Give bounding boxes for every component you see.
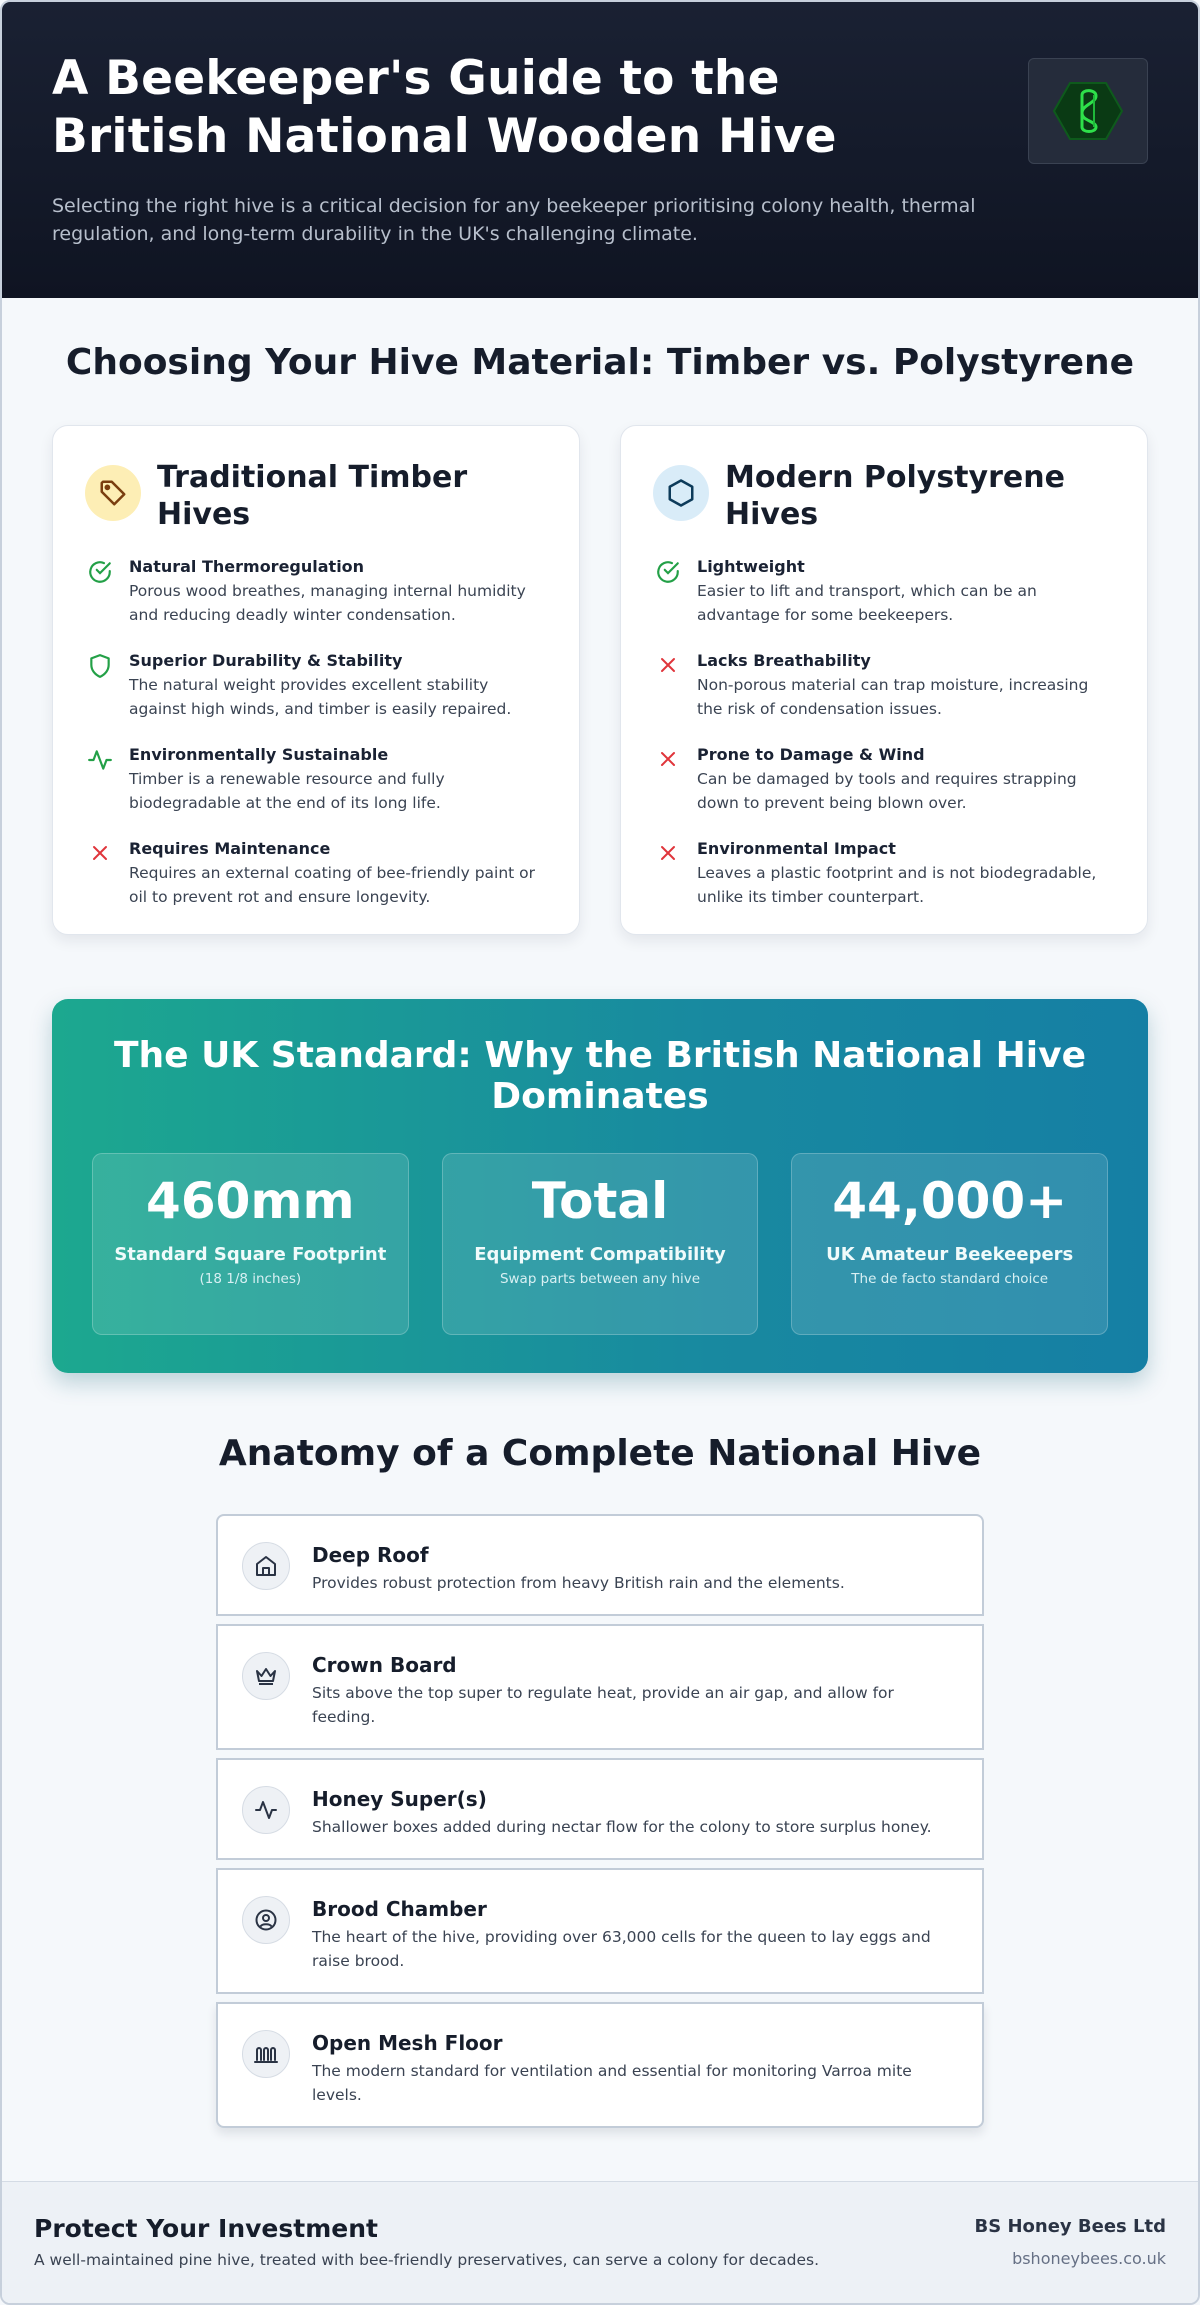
hive-layer-brood-chamber [216, 1868, 984, 1994]
list-item [85, 651, 547, 721]
anatomy-title: Anatomy of a Complete National Hive [218, 1433, 982, 1474]
layer-name: Brood Chamber [312, 1897, 487, 1921]
item-title: Requires Maintenance [129, 839, 331, 859]
item-text: Timber is a renewable resource and fully biodegradable at the end of its long life. [129, 770, 445, 813]
item-text: Leaves a plastic footprint and is not biodegradable, unlike its timber counterpart. [697, 864, 1097, 907]
layer-text: Provides robust protection from heavy British rain and the elements. [312, 1574, 845, 1592]
stat-sub: Swap parts between any hive [499, 1270, 701, 1287]
item-title: Environmental Impact [697, 839, 896, 859]
pulse-icon [85, 745, 115, 815]
stat-label: Equipment Compatibility [474, 1244, 726, 1266]
layer-name: Crown Board [312, 1653, 457, 1677]
user-circle-icon [242, 1896, 290, 1944]
mesh-floor-icon [242, 2030, 290, 2078]
x-icon [653, 651, 683, 721]
stat-label: Standard Square Footprint [114, 1244, 387, 1266]
list-item [85, 557, 547, 627]
list-item [653, 839, 1115, 909]
shield-check-icon [85, 651, 115, 721]
hive-layer-deep-roof [216, 1514, 984, 1616]
item-text: Requires an external coating of bee-friendly paint or oil to prevent rot and ensure longevity. [129, 864, 536, 907]
layer-text: Sits above the top super to regulate heat, provide an air gap, and allow for feeding. [312, 1684, 894, 1727]
item-title: Superior Durability & Stability [129, 651, 403, 671]
item-title: Lacks Breathability [697, 651, 871, 671]
stat-card [791, 1153, 1108, 1335]
page-title: A Beekeeper's Guide to the British National Wooden Hive [52, 51, 837, 164]
house-icon [242, 1542, 290, 1590]
hive-layer-honey-super [216, 1758, 984, 1860]
x-icon [653, 839, 683, 909]
page-subtitle: Selecting the right hive is a critical decision for any beekeeper prioritising colony health, thermal regulation, and long-term durability in the UK's challenging climate. [52, 194, 976, 246]
layer-name: Honey Super(s) [312, 1787, 487, 1811]
crown-icon [242, 1652, 290, 1700]
hive-layer-crown-board [216, 1624, 984, 1750]
header [2, 2, 1198, 298]
footer [2, 2181, 1198, 2303]
layer-text: The modern standard for ventilation and essential for monitoring Varroa mite levels. [312, 2062, 912, 2105]
bs-logo-icon [1052, 79, 1124, 143]
list-item [85, 745, 547, 815]
stat-sub: The de facto standard choice [851, 1270, 1049, 1287]
list-item [653, 745, 1115, 815]
layer-text: Shallower boxes added during nectar flow for the colony to store surplus honey. [312, 1818, 932, 1836]
tag-icon [85, 465, 141, 521]
item-text: The natural weight provides excellent stability against high winds, and timber is easily repaired. [129, 676, 512, 719]
company-name: BS Honey Bees Ltd [974, 2216, 1166, 2237]
layer-text: The heart of the hive, providing over 63,000 cells for the queen to lay eggs and raise brood. [312, 1928, 931, 1971]
footer-text: A well-maintained pine hive, treated with bee-friendly preservatives, can serve a colony for decades. [34, 2251, 820, 2269]
x-icon [653, 745, 683, 815]
stat-sub: (18 1/8 inches) [199, 1270, 302, 1287]
polystyrene-heading: Modern Polystyrene Hives [725, 460, 1065, 532]
check-circle-icon [85, 557, 115, 627]
footer-title: Protect Your Investment [34, 2214, 378, 2243]
list-item [653, 651, 1115, 721]
layer-name: Open Mesh Floor [312, 2031, 503, 2055]
stat-card [92, 1153, 409, 1335]
item-title: Environmentally Sustainable [129, 745, 389, 765]
item-title: Lightweight [697, 557, 805, 577]
hive-layer-open-mesh-floor [216, 2002, 984, 2128]
layer-name: Deep Roof [312, 1543, 429, 1567]
hive-anatomy-stack [216, 1514, 984, 2128]
item-text: Can be damaged by tools and requires strapping down to prevent being blown over. [697, 770, 1077, 813]
stat-card [442, 1153, 759, 1335]
uk-standard-banner [52, 999, 1148, 1373]
list-item [653, 557, 1115, 627]
item-text: Non-porous material can trap moisture, increasing the risk of condensation issues. [697, 676, 1089, 719]
item-text: Porous wood breathes, managing internal humidity and reducing deadly winter condensation. [129, 582, 526, 625]
item-text: Easier to lift and transport, which can be an advantage for some beekeepers. [697, 582, 1037, 625]
standard-title: The UK Standard: Why the British National Hive Dominates [113, 1035, 1087, 1118]
stat-value: Total [531, 1172, 669, 1231]
stats-row [92, 1153, 1108, 1335]
check-circle-icon [653, 557, 683, 627]
item-title: Natural Thermoregulation [129, 557, 365, 577]
website-link[interactable]: bshoneybees.co.uk [1012, 2249, 1166, 2268]
comparison-title: Choosing Your Hive Material: Timber vs. Polystyrene [65, 342, 1135, 383]
x-icon [85, 839, 115, 909]
item-title: Prone to Damage & Wind [697, 745, 925, 765]
comparison-cards [2, 425, 1198, 935]
timber-heading: Traditional Timber Hives [157, 460, 468, 532]
list-item [85, 839, 547, 909]
stat-value: 460mm [146, 1172, 355, 1231]
pulse-icon [242, 1786, 290, 1834]
stat-value: 44,000+ [832, 1172, 1068, 1231]
polystyrene-card [620, 425, 1148, 935]
stat-label: UK Amateur Beekeepers [826, 1244, 1074, 1266]
logo [1028, 58, 1148, 164]
timber-card [52, 425, 580, 935]
hexagon-icon [653, 465, 709, 521]
